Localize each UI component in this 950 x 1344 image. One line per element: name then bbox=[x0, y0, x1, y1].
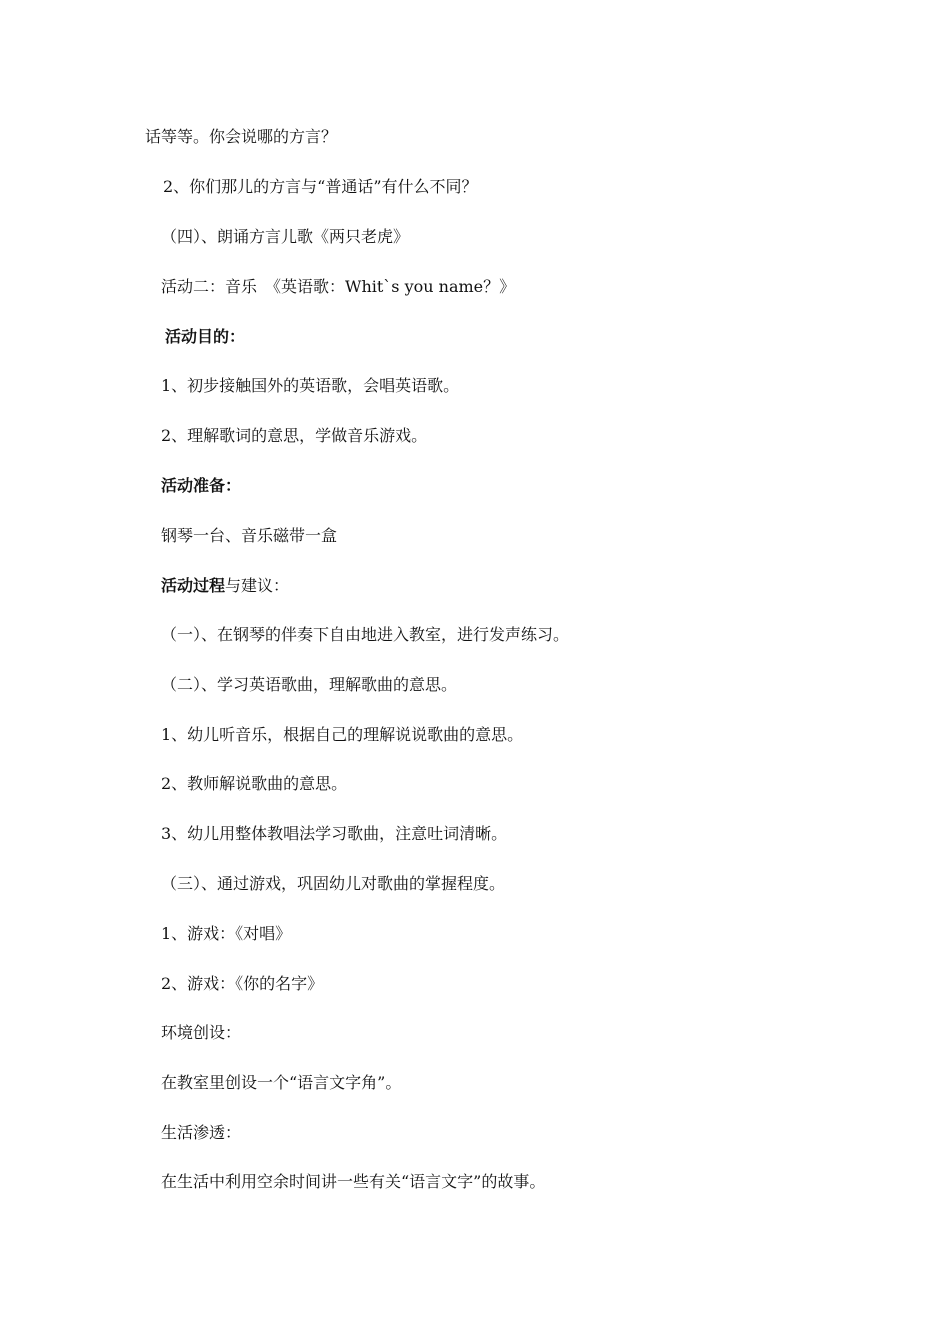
paragraph-line: 1、游戏：《对唱》 bbox=[161, 924, 292, 943]
paragraph-line: 2、游戏：《你的名字》 bbox=[161, 974, 324, 993]
paragraph-line: （三）、通过游戏，巩固幼儿对歌曲的掌握程度。 bbox=[161, 874, 506, 893]
section-heading bbox=[161, 575, 289, 597]
paragraph-line: 话等等。你会说哪的方言？ bbox=[145, 127, 338, 146]
paragraph-line: 环境创设： bbox=[161, 1023, 242, 1042]
paragraph-line: 2、理解歌词的意思，学做音乐游戏。 bbox=[161, 426, 428, 445]
activity-heading: 活动二：音乐 《英语歌：Whit`s you name？》 bbox=[161, 277, 516, 296]
paragraph-line: 2、你们那儿的方言与“普通话”有什么不同？ bbox=[163, 177, 478, 196]
section-heading: 活动目的： bbox=[165, 327, 246, 346]
paragraph-line: 3、幼儿用整体教唱法学习歌曲，注意吐词清晰。 bbox=[161, 824, 508, 843]
paragraph-line: 生活渗透： bbox=[161, 1123, 242, 1142]
paragraph-line: 在生活中利用空余时间讲一些有关“语言文字”的故事。 bbox=[161, 1172, 546, 1191]
heading-rest-part: 与建议： bbox=[225, 576, 290, 595]
paragraph-line: 1、初步接触国外的英语歌，会唱英语歌。 bbox=[161, 376, 460, 395]
paragraph-line: （二）、学习英语歌曲，理解歌曲的意思。 bbox=[161, 675, 458, 694]
paragraph-line: 2、教师解说歌曲的意思。 bbox=[161, 774, 348, 793]
heading-bold-part: 活动过程 bbox=[161, 576, 226, 595]
paragraph-line: 1、幼儿听音乐，根据自己的理解说说歌曲的意思。 bbox=[161, 725, 524, 744]
paragraph-line: 钢琴一台、音乐磁带一盒 bbox=[161, 526, 338, 545]
section-heading: 活动准备： bbox=[161, 476, 242, 495]
paragraph-line: （四）、朗诵方言儿歌《两只老虎》 bbox=[161, 227, 410, 246]
paragraph-line: 在教室里创设一个“语言文字角”。 bbox=[161, 1073, 402, 1092]
paragraph-line: （一）、在钢琴的伴奏下自由地进入教室，进行发声练习。 bbox=[161, 625, 570, 644]
